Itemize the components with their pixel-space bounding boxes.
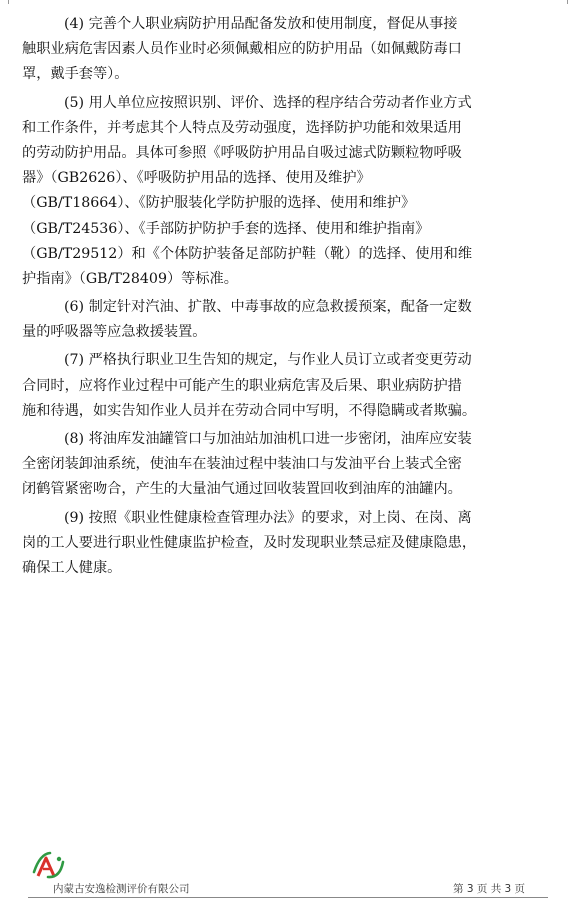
text-line: 和工作条件，并考虑其个人特点及劳动强度，选择防护功能和效果适用 bbox=[22, 119, 462, 136]
paragraph bbox=[22, 12, 552, 88]
text-line: 岗的工人要进行职业性健康监护检查，及时发现职业禁忌症及健康隐患， bbox=[22, 534, 477, 551]
text-line: 的劳动防护用品。具体可参照《呼吸防护用品自吸过滤式防颗粒物呼吸 bbox=[22, 144, 462, 161]
company-logo-icon bbox=[30, 850, 66, 880]
text-line: (5) 用人单位应按照识别、评价、选择的程序结合劳动者作业方式 bbox=[64, 94, 472, 111]
text-line: (4) 完善个人职业病防护用品配备发放和使用制度，督促从事接 bbox=[64, 16, 458, 32]
text-line: 闭鹤管紧密吻合，产生的大量油气通过回收装置回收到油库的油罐内。 bbox=[22, 481, 462, 498]
text-line: 罩，戴手套等）。 bbox=[22, 66, 129, 83]
text-line: 器》（GB2626）、《呼吸防护用品的选择、使用及维护》 bbox=[22, 170, 371, 187]
paragraph bbox=[22, 427, 552, 503]
text-line: 触职业病危害因素人员作业时必须佩戴相应的防护用品（如佩戴防毒口 bbox=[22, 41, 462, 58]
text-line: （GB/T29512）和《个体防护装备足部防护鞋（靴）的选择、使用和维 bbox=[22, 245, 473, 262]
margin-mark-left bbox=[8, 0, 9, 4]
text-line: (6) 制定针对汽油、扩散、中毒事故的应急救援预案，配备一定数 bbox=[64, 299, 472, 316]
text-line: (9) 按照《职业性健康检查管理办法》的要求，对上岗、在岗、离 bbox=[64, 509, 472, 526]
text-line: 量的呼吸器等应急救援装置。 bbox=[22, 324, 207, 341]
text-line: 护指南》（GB/T28409）等标准。 bbox=[22, 270, 238, 287]
text-line: （GB/T24536）、《手部防护防护手套的选择、使用和维护指南》 bbox=[22, 220, 430, 237]
document-body bbox=[22, 12, 552, 584]
text-line: （GB/T18664）、《防护服装化学防护服的选择、使用和维护》 bbox=[22, 195, 416, 212]
text-line: (8) 将油库发油罐管口与加油站加油机口进一步密闭，油库应安装 bbox=[64, 431, 472, 447]
text-line: 合同时，应将作业过程中可能产生的职业病危害及后果、职业病防护措 bbox=[22, 377, 462, 394]
text-line: 确保工人健康。 bbox=[22, 559, 122, 576]
paragraph bbox=[22, 506, 552, 582]
footer-divider bbox=[28, 897, 548, 898]
text-line: (7) 严格执行职业卫生告知的规定，与作业人员订立或者变更劳动 bbox=[64, 352, 472, 369]
paragraph bbox=[22, 295, 552, 345]
page-footer bbox=[0, 850, 575, 906]
paragraph bbox=[22, 91, 552, 293]
page-number: 第 3 页 共 3 页 bbox=[453, 883, 526, 895]
company-name: 内蒙古安逸检测评价有限公司 bbox=[53, 883, 190, 895]
text-line: 全密闭装卸油系统，使油车在装油过程中装油口与发油平台上装式全密 bbox=[22, 456, 462, 473]
margin-mark-right bbox=[567, 0, 568, 4]
paragraph bbox=[22, 348, 552, 424]
text-line: 施和待遇，如实告知作业人员并在劳动合同中写明，不得隐瞒或者欺骗。 bbox=[22, 402, 477, 419]
